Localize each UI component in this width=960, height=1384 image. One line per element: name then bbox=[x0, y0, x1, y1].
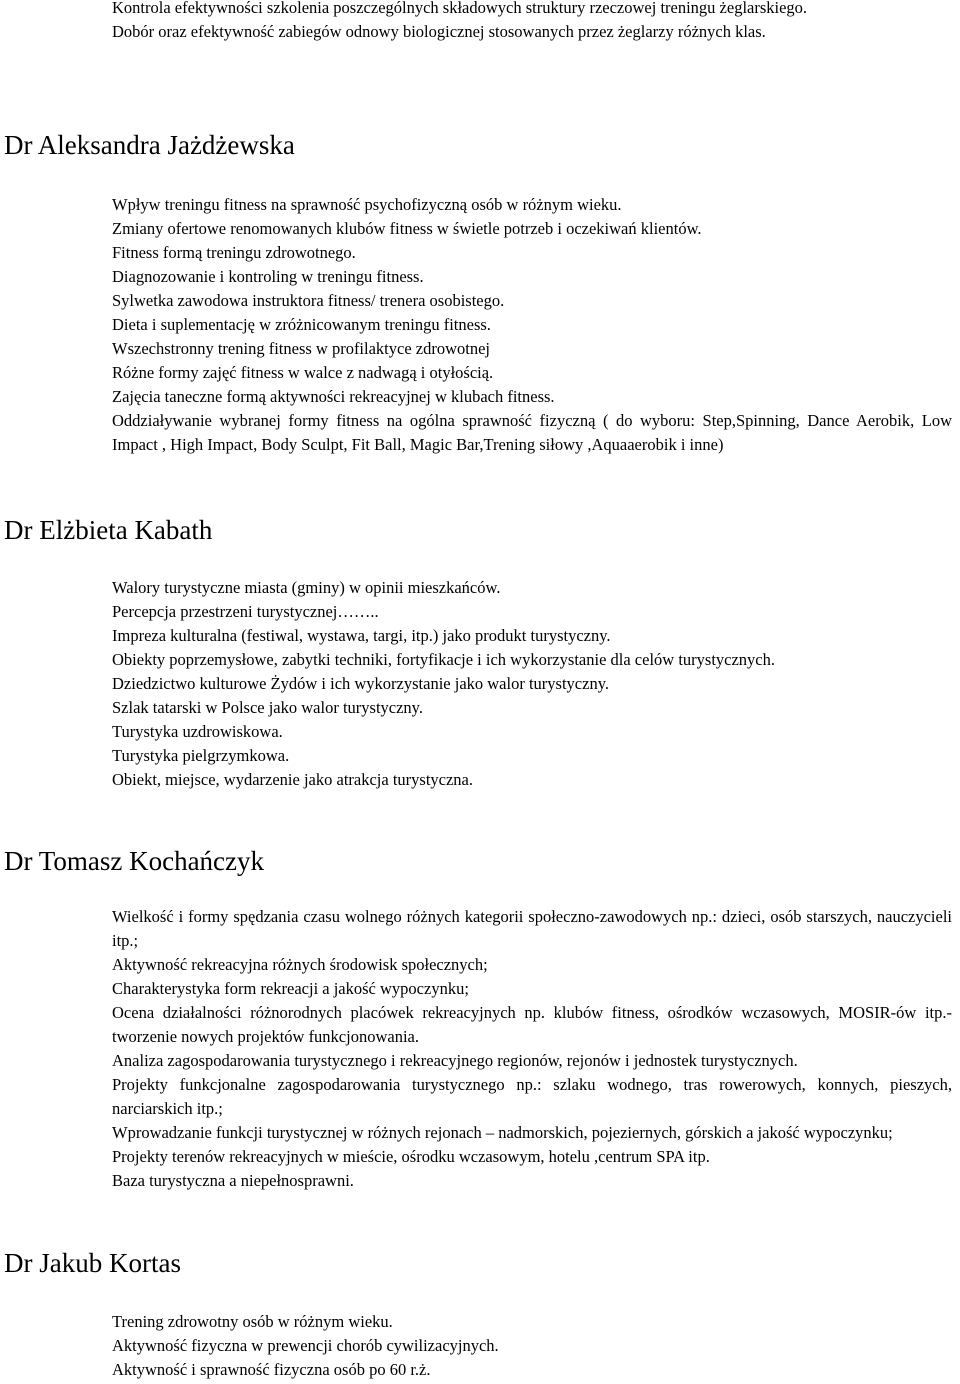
topic-item: Diagnozowanie i kontroling w treningu fitness. bbox=[112, 267, 424, 286]
topic-item: Aktywność i sprawność fizyczna osób po 60 r.ż. bbox=[112, 1360, 431, 1379]
topic-item: Wprowadzanie funkcji turystycznej w różnych rejonach – nadmorskich, pojeziernych, górskich a jakość wypoczynku; bbox=[112, 1123, 893, 1142]
topic-item: Wielkość i formy spędzania czasu wolnego różnych kategorii społeczno-zawodowych np.: dzieci, osób starszych, nauczycieli itp.; bbox=[112, 907, 952, 950]
topic-item: Dobór oraz efektywność zabiegów odnowy biologicznej stosowanych przez żeglarzy różnych klas. bbox=[112, 22, 766, 41]
topic-item: Ocena działalności różnorodnych placówek rekreacyjnych np. klubów fitness, ośrodków wczasowych, MOSIR-ów itp.-tworzenie nowych projektów funkcjonowania. bbox=[112, 1003, 952, 1046]
topic-item: Obiekt, miejsce, wydarzenie jako atrakcja turystyczna. bbox=[112, 770, 474, 789]
topic-item: Impreza kulturalna (festiwal, wystawa, targi, itp.) jako produkt turystyczny. bbox=[112, 626, 611, 645]
topic-item: Baza turystyczna a niepełnosprawni. bbox=[112, 1171, 354, 1190]
topic-item: Kontrola efektywności szkolenia poszczególnych składowych struktury rzeczowej treningu żeglarskiego. bbox=[112, 0, 808, 17]
topic-item: Wpływ treningu fitness na sprawność psychofizyczną osób w różnym wieku. bbox=[112, 195, 622, 214]
supervisor-name-kortas: Dr Jakub Kortas bbox=[4, 1248, 181, 1278]
topic-item: Obiekty poprzemysłowe, zabytki techniki, fortyfikacje i ich wykorzystanie dla celów turystycznych. bbox=[112, 650, 775, 669]
topic-item: Sylwetka zawodowa instruktora fitness/ trenera osobistego. bbox=[112, 291, 505, 310]
topic-list-jazdzewska bbox=[112, 193, 952, 457]
topic-item: Analiza zagospodarowania turystycznego i rekreacyjnego regionów, rejonów i jednostek turystycznych. bbox=[112, 1051, 798, 1070]
topic-item: Projekty terenów rekreacyjnych w mieście, ośrodku wczasowym, hotelu ,centrum SPA itp. bbox=[112, 1147, 710, 1166]
topic-item: Turystyka uzdrowiskowa. bbox=[112, 722, 283, 741]
topic-item: Percepcja przestrzeni turystycznej…….. bbox=[112, 602, 379, 621]
topic-item: Dieta i suplementację w zróżnicowanym treningu fitness. bbox=[112, 315, 491, 334]
supervisor-name-kochanczyk: Dr Tomasz Kochańczyk bbox=[4, 846, 265, 876]
topic-item: Aktywność fizyczna w prewencji chorób cywilizacyjnych. bbox=[112, 1336, 499, 1355]
topic-item: Różne formy zajęć fitness w walce z nadwagą i otyłością. bbox=[112, 363, 494, 382]
topic-item: Zmiany ofertowe renomowanych klubów fitness w świetle potrzeb i oczekiwań klientów. bbox=[112, 219, 702, 238]
topic-item: Szlak tatarski w Polsce jako walor turystyczny. bbox=[112, 698, 423, 717]
topic-item: Oddziaływanie wybranej formy fitness na ogólna sprawność fizyczną ( do wyboru: Step,Spinning, Dance Aerobik, Low Impact , High Impact, Body Sculpt, Fit Ball, Magic Bar,Trening siłowy ,Aquaaerobik i inne) bbox=[112, 411, 952, 454]
topic-item: Turystyka pielgrzymkowa. bbox=[112, 746, 290, 765]
topic-item: Charakterystyka form rekreacji a jakość wypoczynku; bbox=[112, 979, 469, 998]
topic-item: Zajęcia taneczne formą aktywności rekreacyjnej w klubach fitness. bbox=[112, 387, 555, 406]
topic-item: Aktywność rekreacyjna różnych środowisk społecznych; bbox=[112, 955, 488, 974]
supervisor-name-kabath: Dr Elżbieta Kabath bbox=[4, 515, 213, 545]
topic-list-kortas bbox=[112, 1310, 952, 1382]
topic-list-kabath bbox=[112, 576, 952, 792]
topic-item: Wszechstronny trening fitness w profilaktyce zdrowotnej bbox=[112, 339, 491, 358]
topic-list-kochanczyk bbox=[112, 905, 952, 1193]
topic-item: Trening zdrowotny osób w różnym wieku. bbox=[112, 1312, 393, 1331]
topic-item: Fitness formą treningu zdrowotnego. bbox=[112, 243, 356, 262]
supervisor-name-jazdzewska: Dr Aleksandra Jażdżewska bbox=[4, 130, 295, 160]
topic-item: Dziedzictwo kulturowe Żydów i ich wykorzystanie jako walor turystyczny. bbox=[112, 674, 609, 693]
topic-item: Walory turystyczne miasta (gminy) w opinii mieszkańców. bbox=[112, 578, 501, 597]
topic-item: Projekty funkcjonalne zagospodarowania turystycznego np.: szlaku wodnego, tras rowerowych, konnych, pieszych, narciarskich itp.; bbox=[112, 1075, 952, 1118]
topic-list-previous-supervisor bbox=[112, 0, 952, 44]
